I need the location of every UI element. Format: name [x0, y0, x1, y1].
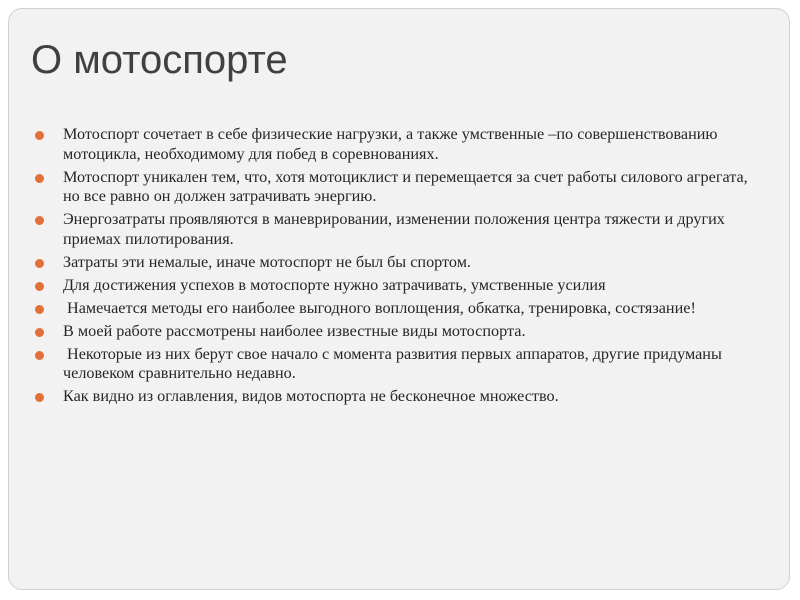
bullet-text: Затраты эти немалые, иначе мотоспорт не был бы спортом.	[63, 252, 471, 271]
bullet-item	[31, 168, 751, 207]
bullet-item	[31, 299, 751, 319]
slide-title: О мотоспорте	[31, 38, 288, 82]
bullet-text: В моей работе рассмотрены наиболее известные виды мотоспорта.	[63, 321, 526, 340]
bullet-dot-icon	[35, 216, 44, 225]
bullet-text: Намечается методы его наиболее выгодного воплощения, обкатка, тренировка, состязание!	[63, 298, 696, 317]
bullet-item	[31, 253, 751, 273]
bullet-list	[31, 125, 751, 410]
bullet-dot-icon	[35, 282, 44, 291]
bullet-item	[31, 210, 751, 249]
bullet-text: Как видно из оглавления, видов мотоспорта не бесконечное множество.	[63, 387, 559, 405]
bullet-text: Мотоспорт сочетает в себе физические нагрузки, а также умственные –по совершенствованию мотоцикла, необходимому для побед в соревнованиях.	[63, 125, 722, 163]
bullet-text: Для достижения успехов в мотоспорте нужно затрачивать, умственные усилия	[63, 275, 606, 294]
bullet-text: Энергозатраты проявляются в маневрировании, изменении положения центра тяжести и других приемах пилотирования.	[63, 210, 729, 248]
bullet-item	[31, 125, 751, 164]
bullet-item	[31, 322, 751, 342]
bullet-dot-icon	[35, 351, 44, 360]
bullet-dot-icon	[35, 174, 44, 183]
bullet-dot-icon	[35, 131, 44, 140]
bullet-item	[31, 276, 751, 296]
bullet-dot-icon	[35, 259, 44, 268]
bullet-dot-icon	[35, 305, 44, 314]
slide-frame	[8, 8, 790, 590]
bullet-dot-icon	[35, 328, 44, 337]
bullet-text: Мотоспорт уникален тем, что, хотя мотоциклист и перемещается за счет работы силового агрегата, но все равно он должен затрачивать энергию.	[63, 167, 752, 205]
bullet-text: Некоторые из них берут свое начало с момента развития первых аппаратов, другие придуманы человеком сравнительно недавно.	[63, 344, 726, 382]
bullet-dot-icon	[35, 393, 44, 402]
bullet-item	[31, 387, 751, 407]
bullet-item	[31, 345, 751, 384]
